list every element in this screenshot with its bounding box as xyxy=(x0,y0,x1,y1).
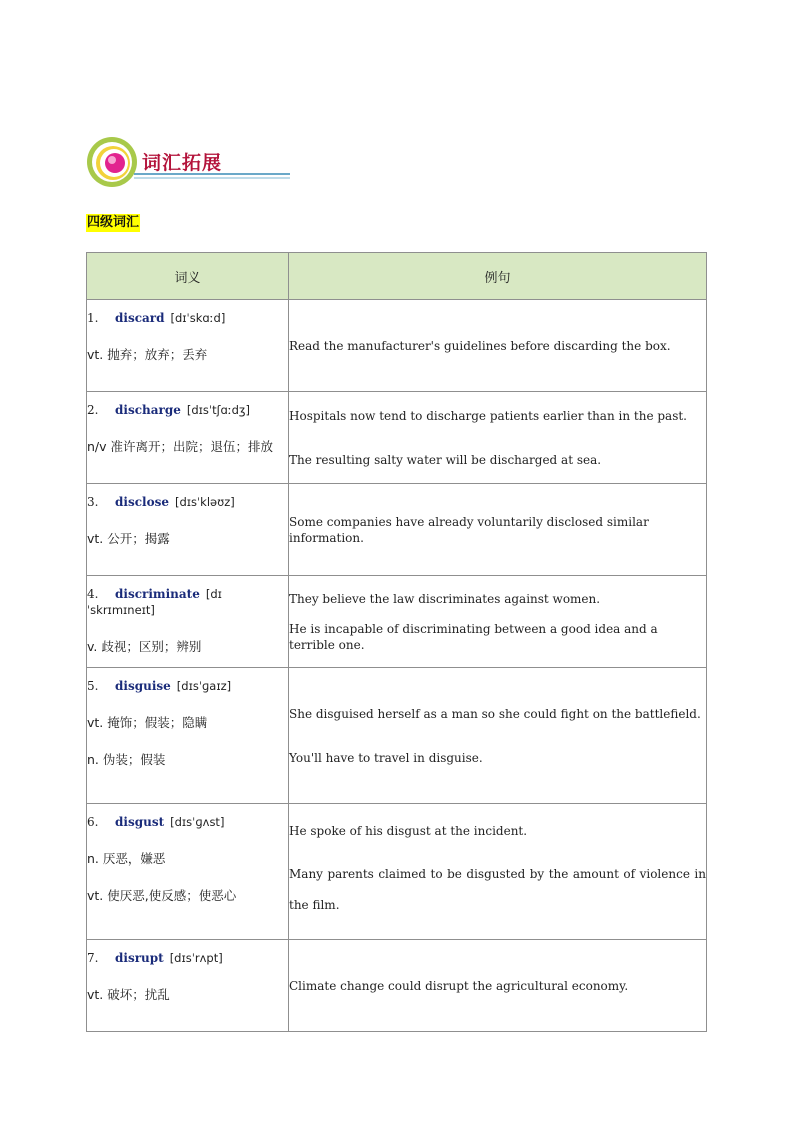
column-header-meaning: 词义 xyxy=(87,253,289,300)
example-sentence: She disguised herself as a man so she could fight on the battlefield. xyxy=(289,706,701,721)
entry-number: 2. xyxy=(87,403,99,417)
word-line xyxy=(87,586,288,618)
entry-number: 6. xyxy=(87,815,99,829)
definition: n. 伪装；假装 xyxy=(87,752,166,767)
pronunciation: [dɪsˈɡʌst] xyxy=(170,815,225,829)
example-cell xyxy=(289,576,707,668)
pronunciation: [dɪsˈkləʊz] xyxy=(174,495,235,509)
table-row xyxy=(87,576,707,668)
word-line xyxy=(87,402,288,418)
table-header-row xyxy=(87,253,707,300)
definition: vt. 抛弃；放弃；丢弃 xyxy=(87,347,208,362)
pronunciation: [dɪsˈrʌpt] xyxy=(169,951,223,965)
entry-number: 7. xyxy=(87,951,99,965)
table-row xyxy=(87,940,707,1032)
level-label: 四级词汇 xyxy=(87,215,140,230)
table-row xyxy=(87,668,707,804)
example-sentence: The resulting salty water will be discharged at sea. xyxy=(289,452,602,467)
example-sentence: Some companies have already voluntarily disclosed similar information. xyxy=(289,514,649,545)
definition: v. 歧视；区别；辨别 xyxy=(87,639,202,654)
definition: vt. 使厌恶,使反感；使恶心 xyxy=(87,888,237,903)
word-cell xyxy=(87,804,289,940)
word-cell xyxy=(87,668,289,804)
word-cell xyxy=(87,392,289,484)
word-line xyxy=(87,494,288,510)
table-row xyxy=(87,804,707,940)
example-sentence: Read the manufacturer's guidelines before discarding the box. xyxy=(289,338,671,353)
headword: discriminate xyxy=(115,587,200,601)
definition: vt. 掩饰；假装；隐瞒 xyxy=(87,715,208,730)
example-sentence: He is incapable of discriminating between a good idea and a terrible one. xyxy=(289,621,658,652)
example-cell xyxy=(289,804,707,940)
word-line xyxy=(87,950,288,966)
entry-number: 5. xyxy=(87,679,99,693)
column-header-example: 例句 xyxy=(289,253,707,300)
pronunciation: [dɪˈskrɪmɪneɪt] xyxy=(87,587,222,617)
entry-number: 3. xyxy=(87,495,99,509)
section-title: 词汇拓展 xyxy=(142,152,223,174)
word-cell xyxy=(87,484,289,576)
headword: discard xyxy=(115,311,165,325)
word-cell xyxy=(87,940,289,1032)
definition: vt. 破坏；扰乱 xyxy=(87,987,170,1002)
definition: n. 厌恶，嫌恶 xyxy=(87,851,166,866)
example-sentence: You'll have to travel in disguise. xyxy=(289,750,483,765)
example-sentence: They believe the law discriminates against women. xyxy=(289,591,601,606)
table-row xyxy=(87,392,707,484)
entry-number: 4. xyxy=(87,587,99,601)
definition: vt. 公开；揭露 xyxy=(87,531,170,546)
example-cell xyxy=(289,484,707,576)
example-cell xyxy=(289,392,707,484)
headword: discharge xyxy=(115,403,181,417)
vocab-table xyxy=(86,252,707,1032)
pronunciation: [dɪsˈɡaɪz] xyxy=(176,679,232,693)
example-sentence: Many parents claimed to be disgusted by the amount of violence in the film. xyxy=(289,866,706,912)
pronunciation: [dɪsˈtʃɑːdʒ] xyxy=(186,403,251,417)
word-line xyxy=(87,814,288,830)
word-line xyxy=(87,678,288,694)
entry-number: 1. xyxy=(87,311,99,325)
word-line xyxy=(87,310,288,326)
table-row xyxy=(87,484,707,576)
example-sentence: He spoke of his disgust at the incident. xyxy=(289,823,528,838)
headword: disclose xyxy=(115,495,169,509)
headword: disgust xyxy=(115,815,165,829)
pronunciation: [dɪˈskɑːd] xyxy=(170,311,226,325)
headword: disguise xyxy=(115,679,171,693)
definition: n/v 准许离开；出院；退伍；排放 xyxy=(87,439,274,454)
headword: disrupt xyxy=(115,951,164,965)
word-cell xyxy=(87,576,289,668)
word-cell xyxy=(87,300,289,392)
example-cell xyxy=(289,940,707,1032)
example-cell xyxy=(289,668,707,804)
section-header xyxy=(86,136,290,188)
example-cell xyxy=(289,300,707,392)
table-row xyxy=(87,300,707,392)
example-sentence: Climate change could disrupt the agricultural economy. xyxy=(289,978,629,993)
example-sentence: Hospitals now tend to discharge patients earlier than in the past. xyxy=(289,408,687,423)
